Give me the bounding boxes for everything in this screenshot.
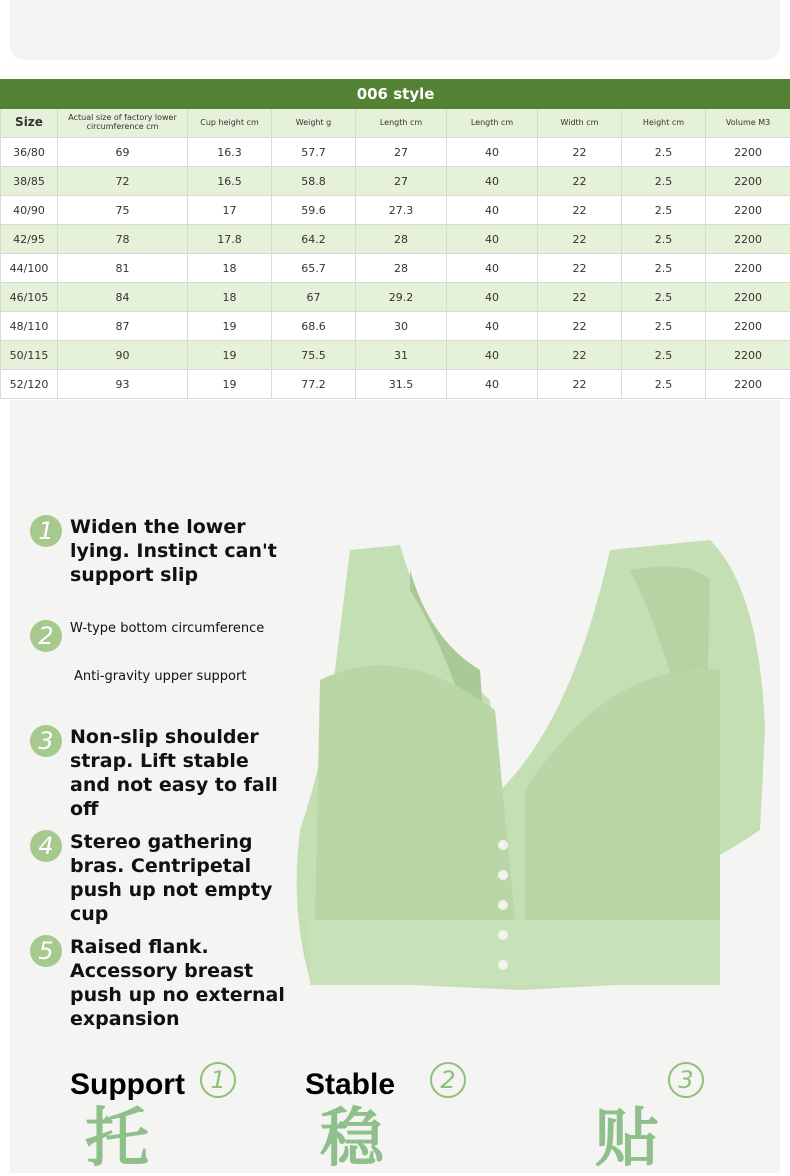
bottom-label: Support	[70, 1068, 185, 1102]
table-cell: 40	[447, 283, 538, 312]
column-header: Weight g	[272, 109, 356, 138]
bottom-label: Stable	[305, 1068, 395, 1102]
table-cell: 36/80	[1, 138, 58, 167]
cjk-glyph: 贴	[595, 1107, 659, 1171]
table-row	[1, 254, 790, 283]
table-cell: 2.5	[622, 283, 706, 312]
feature-2-subtext: Anti-gravity upper support	[74, 669, 246, 684]
table-cell: 31.5	[356, 370, 447, 399]
table-row	[1, 167, 790, 196]
feature-item	[30, 830, 295, 926]
column-header: Length cm	[356, 109, 447, 138]
feature-text: Non-slip shoulder strap. Lift stable and not easy to fall off	[70, 725, 295, 821]
table-cell: 40	[447, 254, 538, 283]
table-cell: 2.5	[622, 341, 706, 370]
table-cell: 2.5	[622, 167, 706, 196]
table-cell: 22	[538, 196, 622, 225]
table-cell: 16.3	[188, 138, 272, 167]
table-cell: 2.5	[622, 370, 706, 399]
table-cell: 30	[356, 312, 447, 341]
feature-item	[30, 515, 295, 587]
table-cell: 40	[447, 167, 538, 196]
column-header: Cup height cm	[188, 109, 272, 138]
number-badge-icon: 3	[30, 725, 62, 757]
table-cell: 69	[58, 138, 188, 167]
table-cell: 22	[538, 225, 622, 254]
table-title: 006 style	[1, 80, 790, 109]
cjk-glyph: 稳	[320, 1107, 384, 1171]
table-cell: 40	[447, 341, 538, 370]
table-cell: 67	[272, 283, 356, 312]
table-row	[1, 283, 790, 312]
table-cell: 38/85	[1, 167, 58, 196]
table-cell: 57.7	[272, 138, 356, 167]
feature-item	[30, 725, 295, 821]
table-cell: 2200	[706, 370, 790, 399]
feature-text: Raised flank. Accessory breast push up no external expansion	[70, 935, 295, 1031]
table-cell: 84	[58, 283, 188, 312]
table-cell: 2200	[706, 254, 790, 283]
number-circle-icon: 1	[200, 1062, 236, 1098]
feature-item	[30, 935, 295, 1031]
table-cell: 2200	[706, 167, 790, 196]
table-cell: 2200	[706, 225, 790, 254]
table-cell: 81	[58, 254, 188, 283]
table-cell: 58.8	[272, 167, 356, 196]
column-header: Length cm	[447, 109, 538, 138]
table-row	[1, 370, 790, 399]
number-badge-icon: 2	[30, 620, 62, 652]
top-card	[10, 0, 780, 60]
table-cell: 19	[188, 370, 272, 399]
table-cell: 22	[538, 341, 622, 370]
table-cell: 18	[188, 283, 272, 312]
size-table	[0, 79, 790, 399]
table-cell: 17.8	[188, 225, 272, 254]
table-cell: 90	[58, 341, 188, 370]
table-cell: 2200	[706, 341, 790, 370]
feature-text: W-type bottom circumference	[70, 620, 295, 637]
table-cell: 29.2	[356, 283, 447, 312]
column-header: Actual size of factory lower circumference cm	[58, 109, 188, 138]
feature-item	[30, 620, 295, 652]
feature-text: Stereo gathering bras. Centripetal push up not empty cup	[70, 830, 295, 926]
table-cell: 19	[188, 312, 272, 341]
column-header: Volume M3	[706, 109, 790, 138]
table-cell: 72	[58, 167, 188, 196]
table-cell: 16.5	[188, 167, 272, 196]
table-cell: 46/105	[1, 283, 58, 312]
table-cell: 40	[447, 312, 538, 341]
table-cell: 22	[538, 138, 622, 167]
table-cell: 2.5	[622, 138, 706, 167]
table-cell: 22	[538, 312, 622, 341]
table-cell: 2.5	[622, 312, 706, 341]
number-badge-icon: 5	[30, 935, 62, 967]
table-cell: 2200	[706, 283, 790, 312]
table-cell: 22	[538, 254, 622, 283]
table-cell: 22	[538, 167, 622, 196]
table-cell: 50/115	[1, 341, 58, 370]
table-cell: 68.6	[272, 312, 356, 341]
table-cell: 2200	[706, 312, 790, 341]
table-cell: 75	[58, 196, 188, 225]
table-row	[1, 138, 790, 167]
table-cell: 64.2	[272, 225, 356, 254]
table-cell: 19	[188, 341, 272, 370]
table-cell: 27.3	[356, 196, 447, 225]
table-cell: 2.5	[622, 254, 706, 283]
table-cell: 42/95	[1, 225, 58, 254]
table-cell: 59.6	[272, 196, 356, 225]
table-cell: 17	[188, 196, 272, 225]
table-cell: 48/110	[1, 312, 58, 341]
table-cell: 40	[447, 196, 538, 225]
table-cell: 52/120	[1, 370, 58, 399]
table-cell: 2200	[706, 196, 790, 225]
table-cell: 2200	[706, 138, 790, 167]
table-cell: 2.5	[622, 196, 706, 225]
table-cell: 40/90	[1, 196, 58, 225]
table-cell: 27	[356, 138, 447, 167]
number-badge-icon: 1	[30, 515, 62, 547]
table-cell: 22	[538, 283, 622, 312]
table-cell: 93	[58, 370, 188, 399]
column-header: Height cm	[622, 109, 706, 138]
table-cell: 40	[447, 225, 538, 254]
table-cell: 28	[356, 254, 447, 283]
number-circle-icon: 2	[430, 1062, 466, 1098]
table-cell: 40	[447, 370, 538, 399]
table-cell: 65.7	[272, 254, 356, 283]
column-header: Size	[1, 109, 58, 138]
table-row	[1, 225, 790, 254]
table-cell: 87	[58, 312, 188, 341]
table-cell: 31	[356, 341, 447, 370]
number-circle-icon: 3	[668, 1062, 704, 1098]
table-cell: 2.5	[622, 225, 706, 254]
table-cell: 78	[58, 225, 188, 254]
table-row	[1, 196, 790, 225]
table-cell: 28	[356, 225, 447, 254]
table-cell: 44/100	[1, 254, 58, 283]
cjk-glyph: 托	[85, 1107, 149, 1171]
table-cell: 18	[188, 254, 272, 283]
table-cell: 75.5	[272, 341, 356, 370]
table-cell: 77.2	[272, 370, 356, 399]
table-cell: 27	[356, 167, 447, 196]
feature-text: Widen the lower lying. Instinct can't support slip	[70, 515, 295, 587]
table-row	[1, 341, 790, 370]
number-badge-icon: 4	[30, 830, 62, 862]
table-row	[1, 312, 790, 341]
column-header: Width cm	[538, 109, 622, 138]
table-cell: 40	[447, 138, 538, 167]
table-cell: 22	[538, 370, 622, 399]
product-image	[290, 530, 770, 995]
